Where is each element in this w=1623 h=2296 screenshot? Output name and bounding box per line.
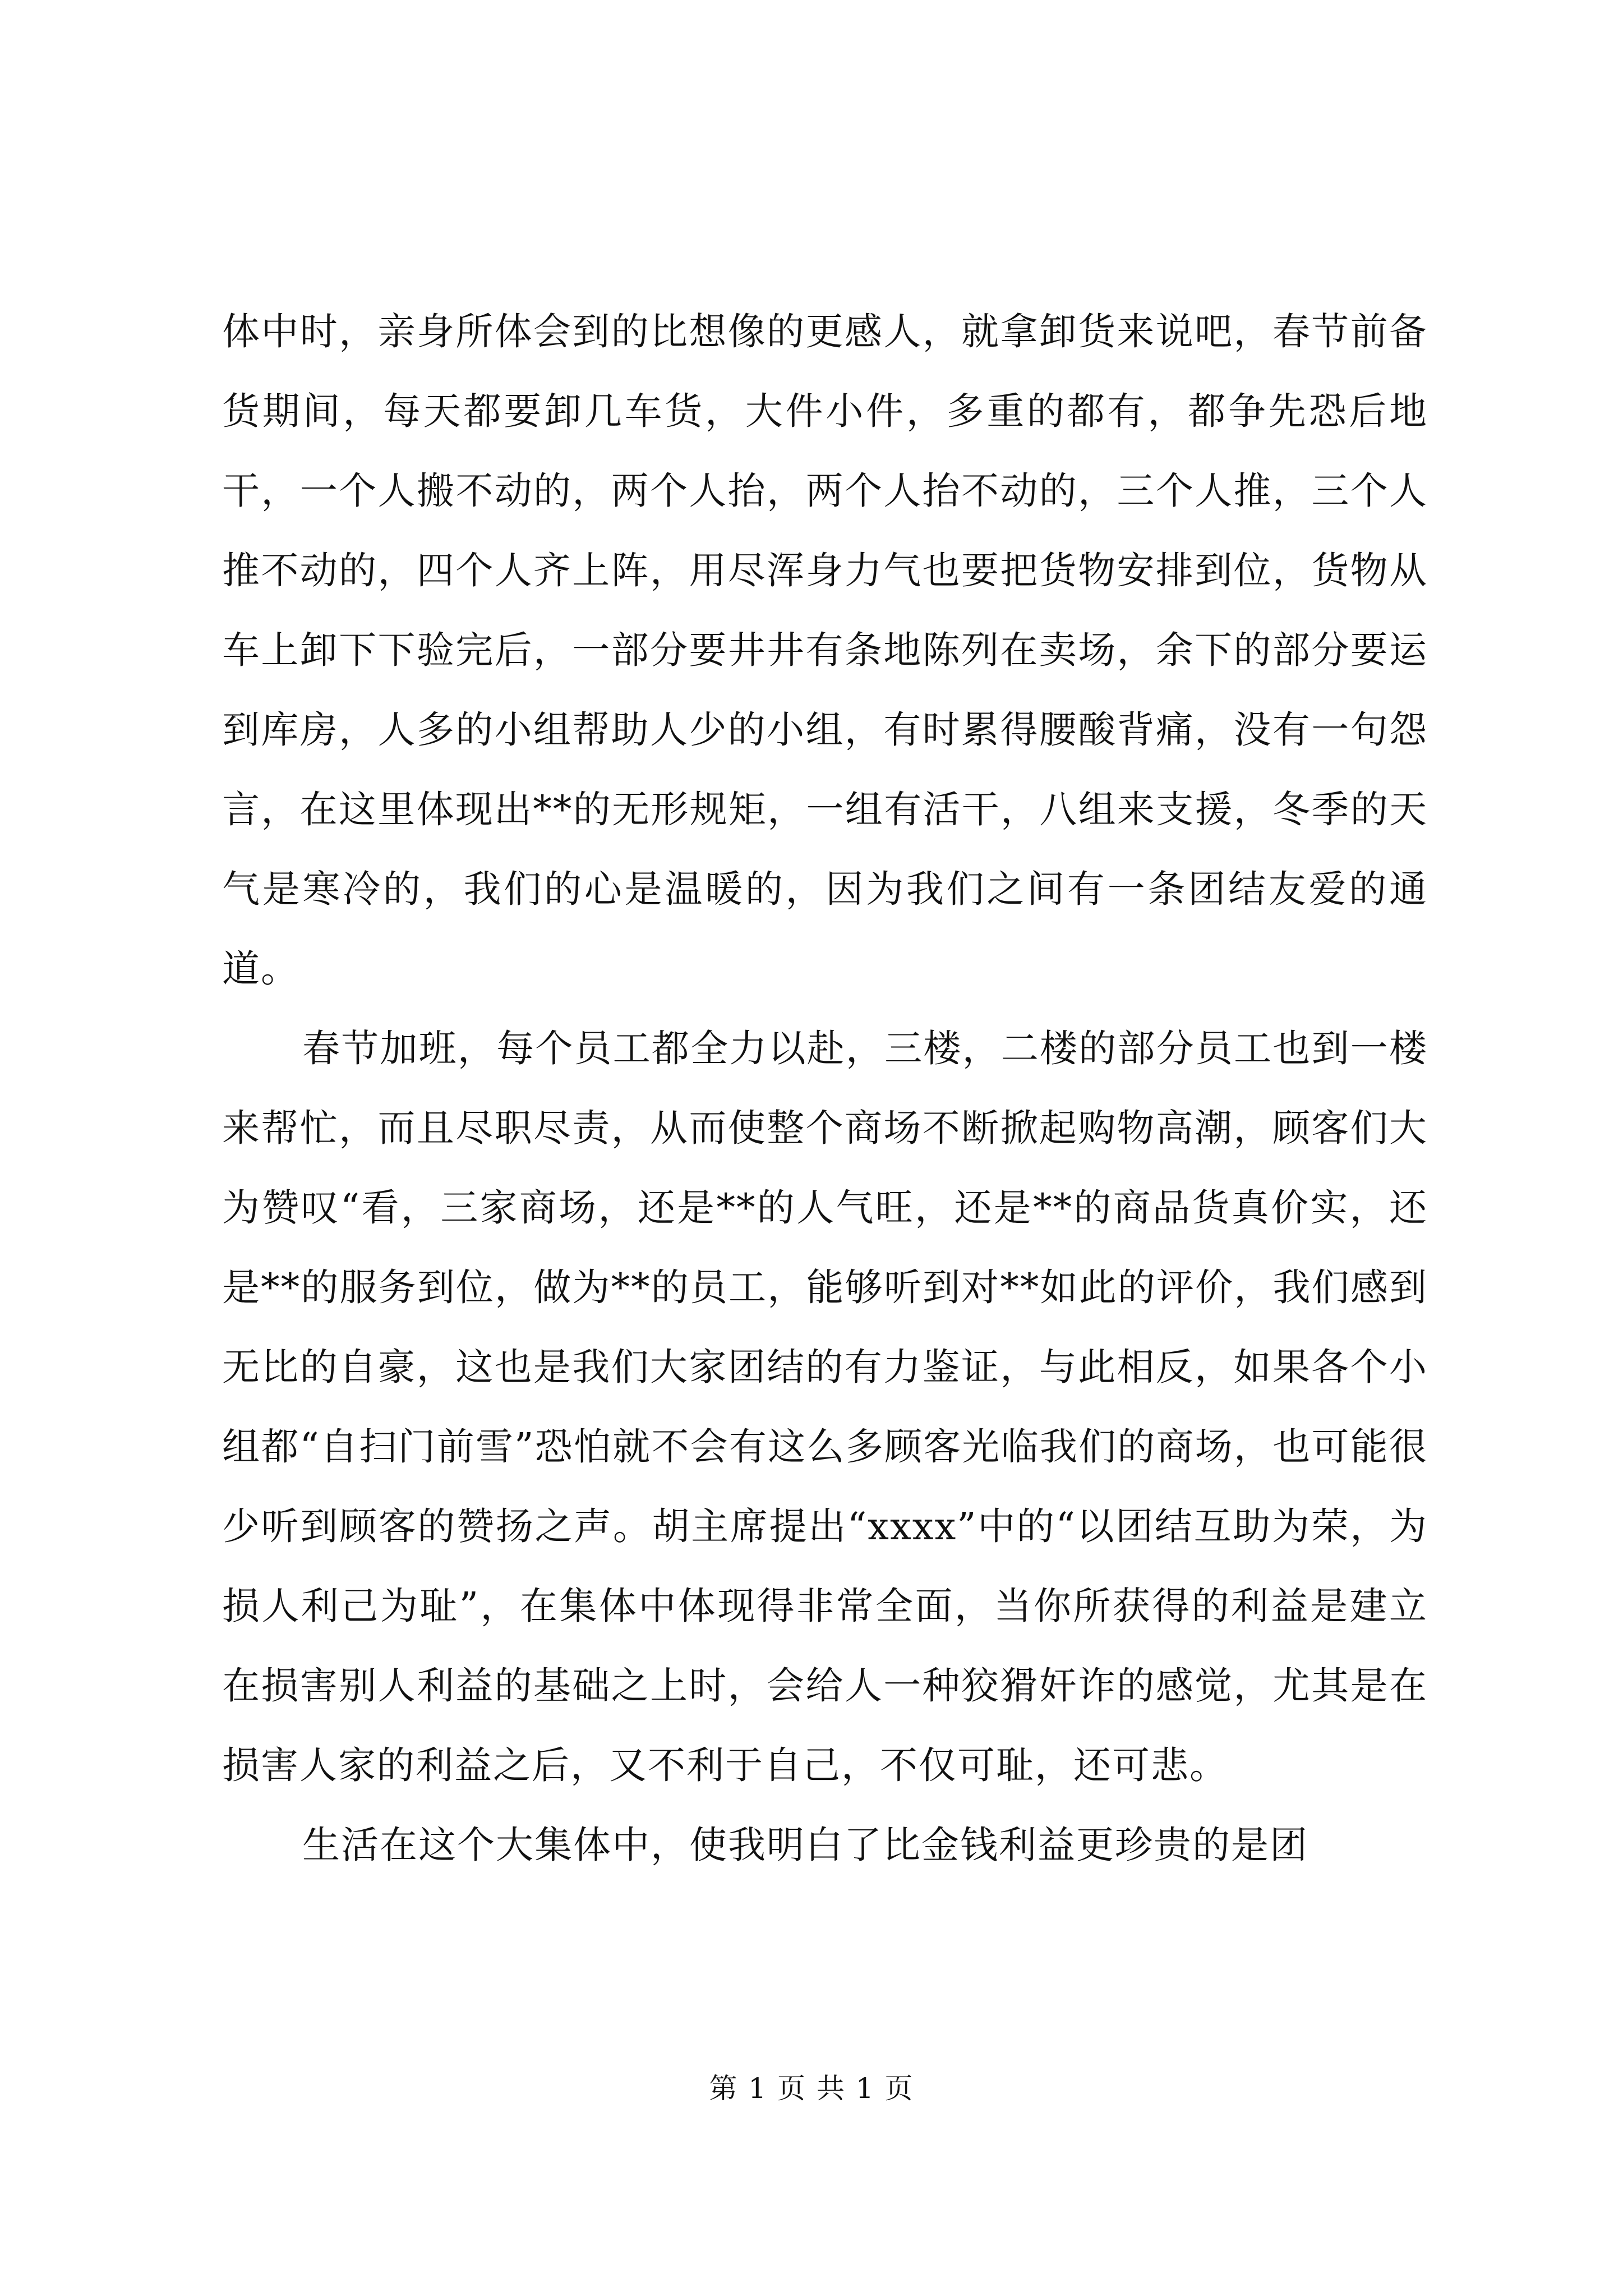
paragraph-3: 生活在这个大集体中，使我明白了比金钱利益更珍贵的是团 [302,1823,1308,1867]
document-body [222,292,1428,1885]
page-footer: 第 1 页 共 1 页 [709,2072,914,2105]
paragraph-1: 体中时，亲身所体会到的比想像的更感人，就拿卸货来说吧，春节前备货期间，每天都要卸几车货，大件小件，多重的都有，都争先恐后地干，一个人搬不动的，两个人抬，两个人抬不动的，三个人推，三个人推不动的，四个人齐上阵，用尽浑身力气也要把货物安排到位，货物从车上卸下下验完后，一部分要井井有条地陈列在卖场，余下的部分要运到库房，人多的小组帮助人少的小组，有时累得腰酸背痛，没有一句怨言，在这里体现出**的无形规矩，一组有活干，八组来支援，冬季的天气是寒冷的，我们的心是温暖的，因为我们之间有一条团结友爱的通道。 [222,310,1428,991]
paragraph-2: 春节加班，每个员工都全力以赴，三楼，二楼的部分员工也到一楼来帮忙，而且尽职尽责，从而使整个商场不断掀起购物高潮，顾客们大为赞叹“看，三家商场，还是**的人气旺，还是**的商品货真价实，还是**的服务到位，做为**的员工，能够听到对**如此的评价，我们感到无比的自豪，这也是我们大家团结的有力鉴证，与此相反，如果各个小组都“自扫门前雪”恐怕就不会有这么多顾客光临我们的商场，也可能很少听到顾客的赞扬之声。胡主席提出“xxxx”中的“以团结互助为荣，为损人利己为耻”，在集体中体现得非常全面，当你所获得的利益是建立在损害别人利益的基础之上时，会给人一种狡猾奸诈的感觉，尤其是在损害人家的利益之后，又不利于自己，不仅可耻，还可悲。 [222,1027,1428,1787]
